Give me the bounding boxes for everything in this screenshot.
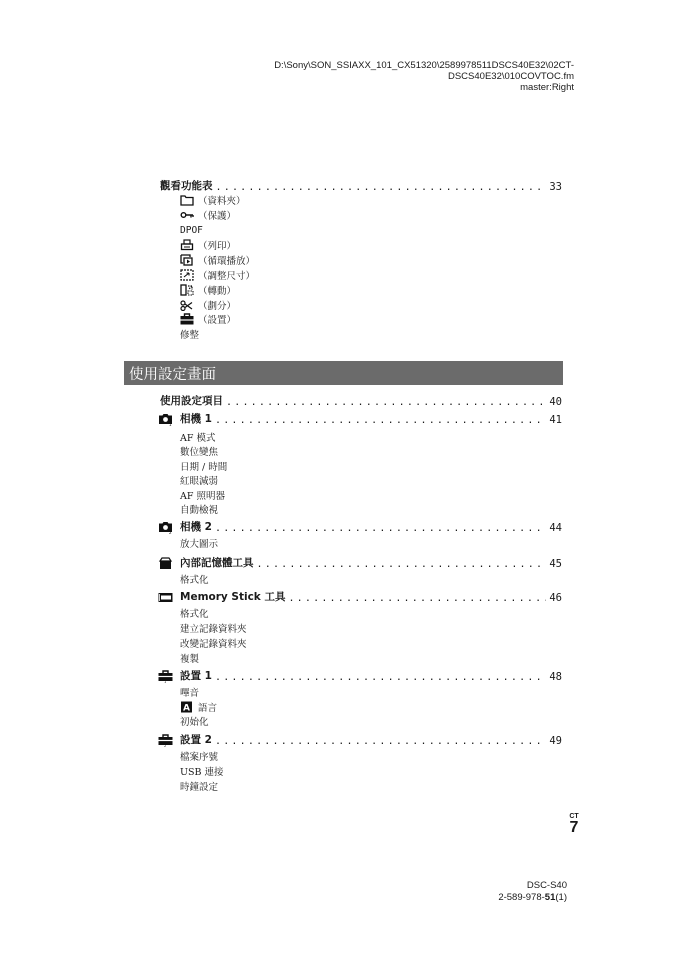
toc-title: 觀看功能表 [160,180,213,192]
page-number [568,813,580,836]
list-item: 初始化 [180,717,209,728]
list-item: 日期 / 時間 [180,462,228,473]
list-item: 紅眼減弱 [180,476,219,487]
list-item: 嗶音 [180,688,200,699]
leader-dots [216,182,547,193]
list-item: 建立記錄資料夾 [180,624,247,635]
toc-page: 33 [549,181,562,193]
leader-dots [215,672,546,683]
model-name: DSC-S40 [526,880,567,891]
part-number: 2-589-978-51(1) [498,892,567,903]
language-icon [180,701,194,713]
svg-text:2: 2 [169,530,172,534]
list-item: 格式化 [180,575,209,586]
rotate-icon [180,284,194,296]
memory-stick-icon [158,591,173,604]
svg-text:2: 2 [164,744,167,747]
list-item: （設置） [180,312,236,326]
list-item: （保護） [180,208,236,222]
svg-text:1: 1 [164,680,167,683]
scissors-icon [180,299,194,311]
list-item: 改變記錄資料夾 [180,639,247,650]
list-item: （列印） [180,238,236,252]
list-item: 檔案序號 [180,752,219,763]
toc-entry-camera-2[interactable]: 相機 2 ..... 44 [180,520,562,534]
list-item: 複製 [180,654,200,665]
toc-entry-memory-stick-tool[interactable]: Memory Stick 工具 ..... 46 [180,590,562,604]
section-banner: 使用設定畫面 [124,361,563,385]
list-item: AF 模式 [180,433,216,444]
leader-dots [288,593,546,604]
list-item: USB 連接 [180,767,224,778]
list-item: A 語言 [180,700,217,714]
leader-dots [257,559,547,570]
resize-icon [180,269,194,281]
list-item: 放大圖示 [180,539,219,550]
list-item: 數位變焦 [180,447,219,458]
svg-text:1: 1 [169,422,172,426]
list-item: 格式化 [180,609,209,620]
slideshow-icon [180,254,194,266]
leader-dots [215,415,546,426]
list-item: DPOF [180,224,203,236]
toc-entry-setup[interactable]: 使用設定項目 ..... 40 [160,394,562,408]
key-icon [180,209,194,221]
internal-memory-icon [158,557,173,570]
list-item: 修整 [180,330,200,341]
toc-entry-internal-memory-tool[interactable]: 內部記憶體工具 ..... 45 [180,556,562,570]
footer [498,880,567,904]
camera-icon [158,521,173,534]
toc-entry-camera-1[interactable]: 相機 1 ..... 41 [180,412,562,426]
toolbox-icon [180,313,194,325]
page-language-code: CT [569,813,579,820]
toolbox-icon [158,734,173,747]
list-item: （轉動） [180,283,236,297]
header-line-1: D:\Sony\SON_SSIAXX_101_CX51320\2589978511DSCS40E32\02CT- [274,60,574,71]
toolbox-icon [158,670,173,683]
printer-icon [180,239,194,251]
svg-text:A: A [183,703,190,713]
list-item: 自動檢視 [180,505,219,516]
toc-entry-view-menu[interactable] [160,179,562,193]
list-item: AF 照明器 [180,491,225,502]
list-item: （資料夾） [180,193,246,207]
header-line-3: master:Right [520,82,574,93]
list-item: （劃分） [180,298,236,312]
toc-entry-setup-1[interactable]: 設置 1 ..... 48 [180,669,562,683]
leader-dots [226,397,546,408]
list-item: 時鐘設定 [180,782,219,793]
page-number-value: 7 [569,819,579,836]
toc-entry-setup-2[interactable]: 設置 2 ..... 49 [180,733,562,747]
list-item: （調整尺寸） [180,268,255,282]
list-item: （循環播放） [180,253,255,267]
camera-icon [158,413,173,426]
folder-icon [180,194,194,206]
file-path-header [274,60,574,93]
leader-dots [215,523,546,534]
header-line-2: DSCS40E32\010COVTOC.fm [447,71,574,82]
leader-dots [215,736,546,747]
